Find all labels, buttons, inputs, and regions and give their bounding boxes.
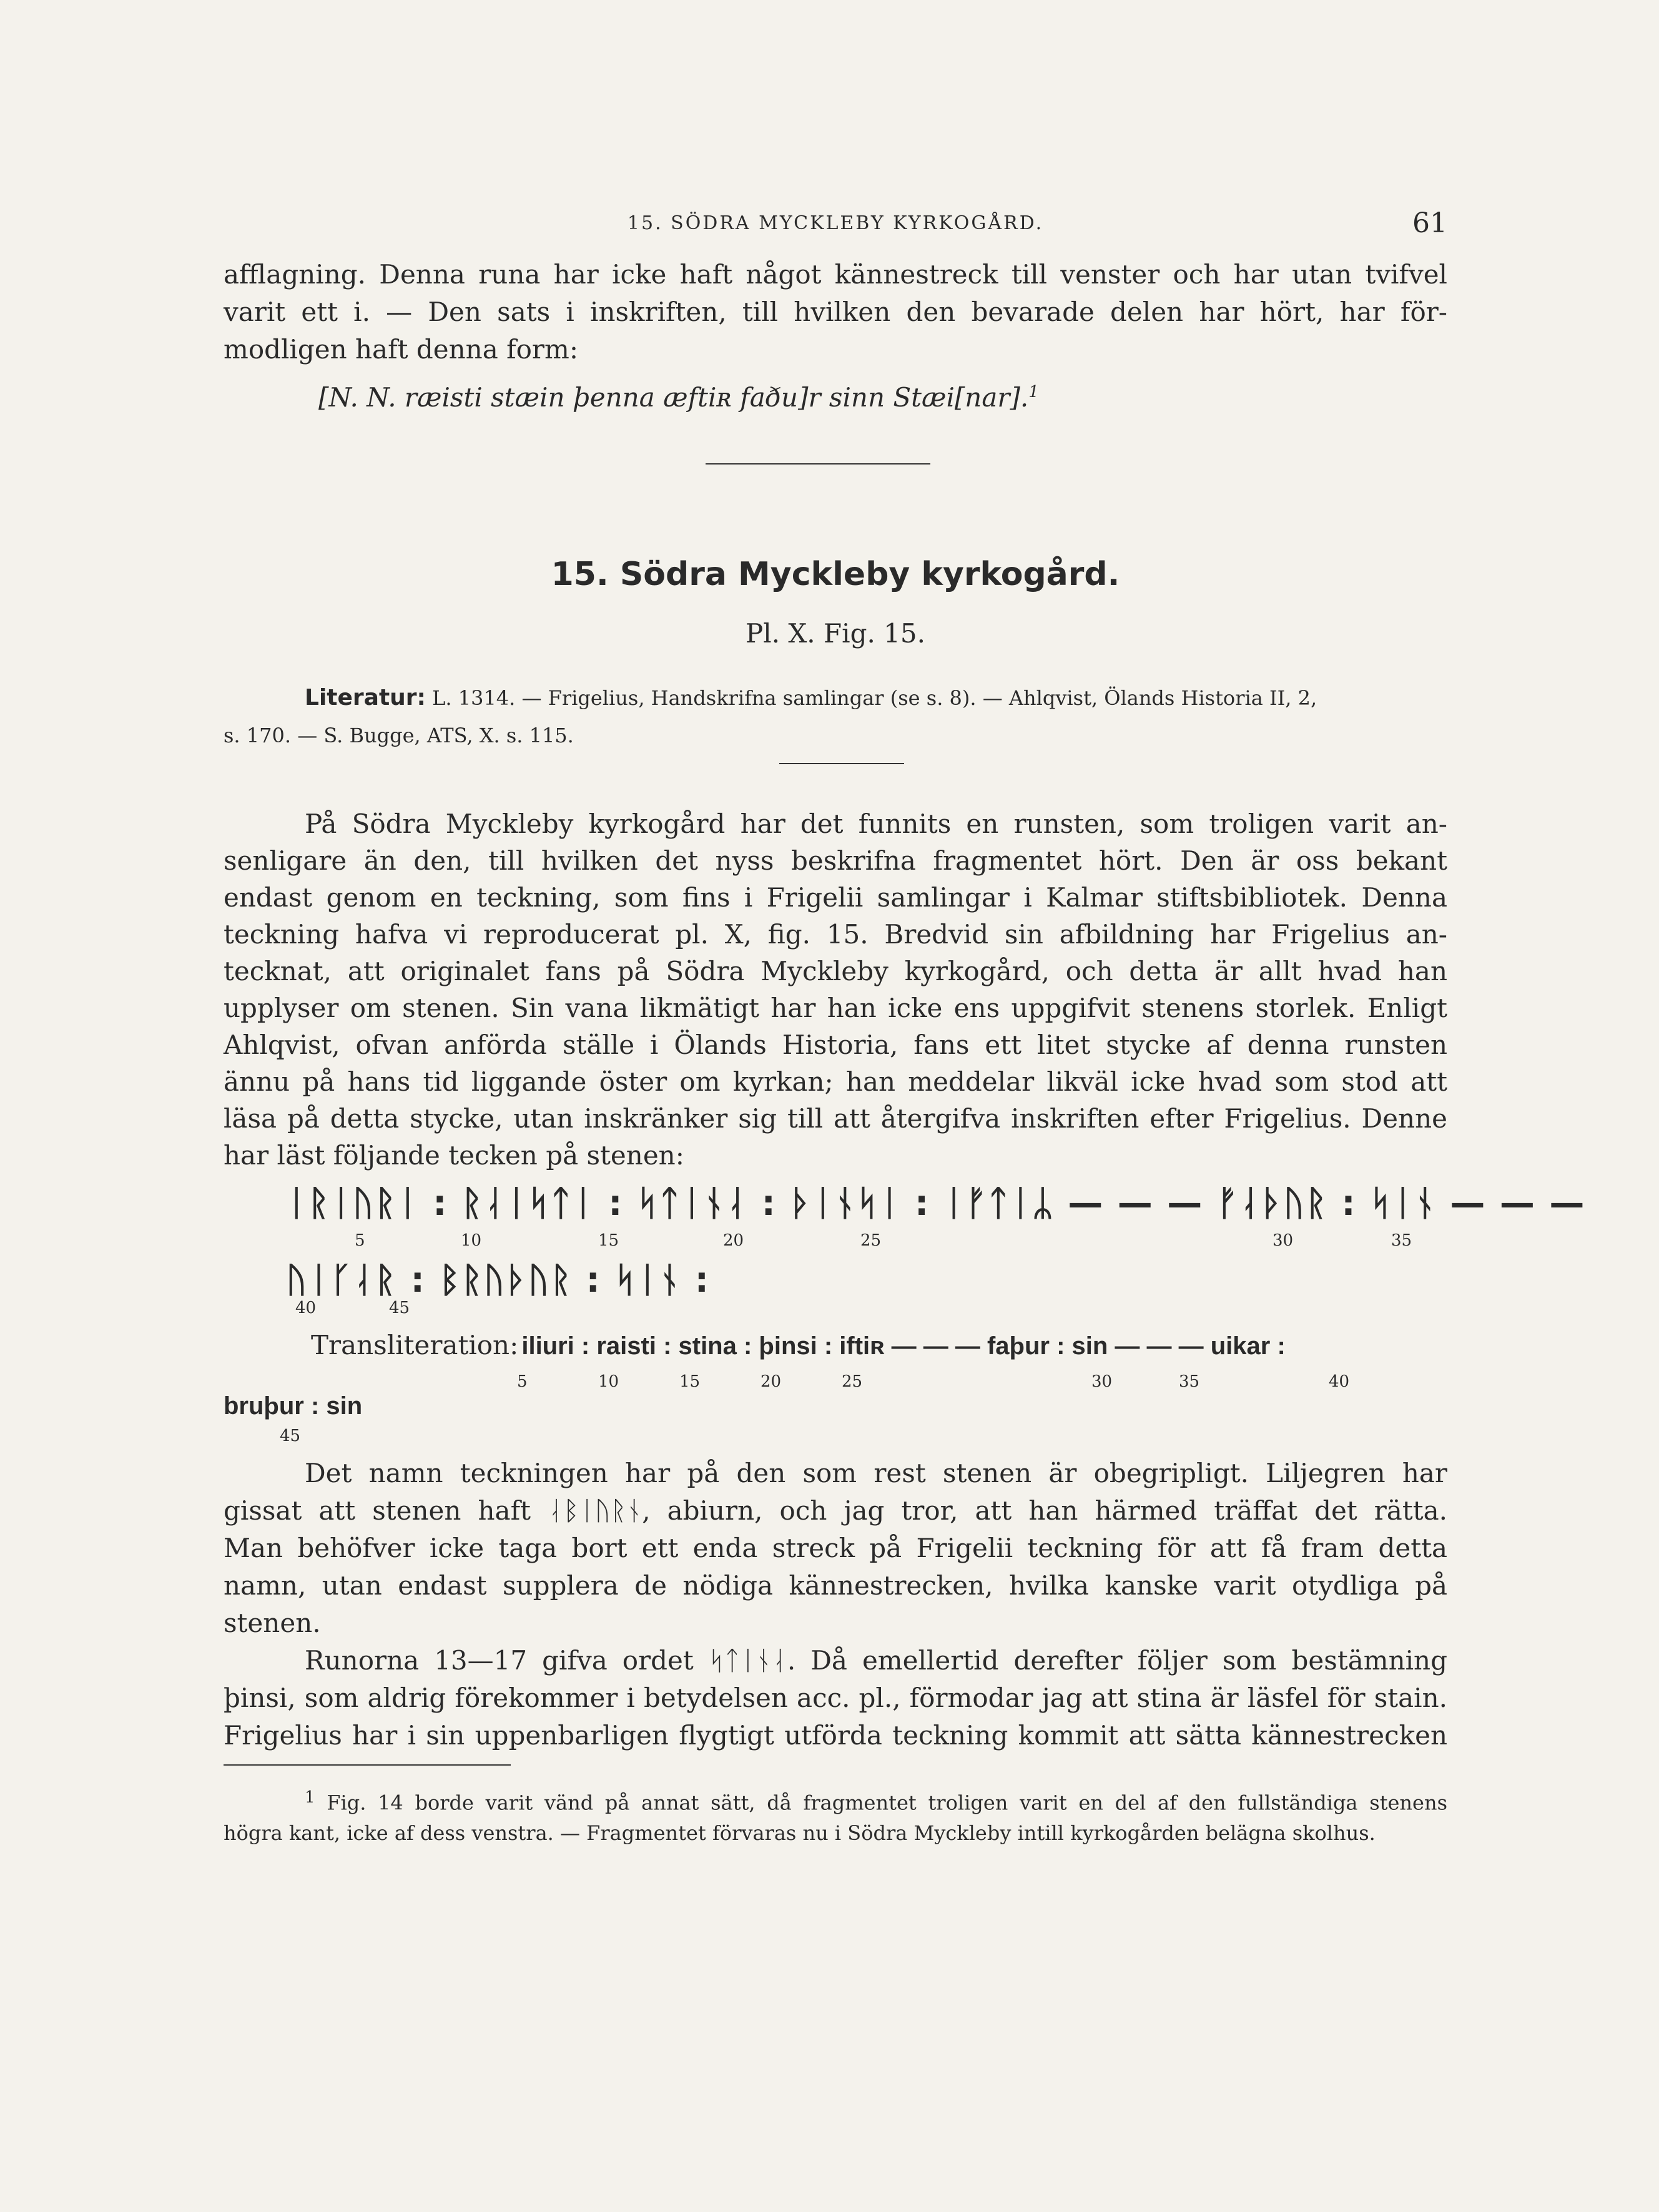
literature-label: Literatur: [305,685,426,710]
rune-number: 15 [598,1231,619,1250]
translit-number: 35 [1179,1372,1200,1391]
rune-number: 10 [461,1231,482,1250]
body-paragraph-3 [224,1642,1447,1754]
body-line: gissat att stenen haft ᛆᛒᛁᚢᚱᚾ, abiurn, och jag tror, att han härmed träffat det rätta. [224,1495,1447,1526]
rune-number: 45 [389,1299,410,1317]
running-head [224,207,1447,245]
footnote-line-2: högra kant, icke af dess venstra. — Fragmentet förvaras nu i Södra Myckleby intill kyrkogården belägna skolhus. [224,1821,1376,1845]
literature-divider [779,763,904,764]
body-line: tecknat, att originalet fans på Södra Myckleby kyrkogård, och detta är allt hvad han [224,956,1447,986]
transliteration-number-45: 45 [280,1427,301,1445]
reconstruction-line [318,373,1380,416]
footnote-marker: 1 [305,1788,315,1807]
rune-number: 40 [295,1299,317,1317]
rune-number: 25 [860,1231,882,1250]
reconstruction-text: [N. N. ræisti stæin þenna æftiʀ faðu]r sinn Stæi[nar]. [318,382,1029,413]
intro-line: modligen haft denna form: [224,334,578,365]
footnote-divider [224,1764,511,1766]
section-divider [706,463,930,465]
body-line: har läst följande tecken på stenen: [224,1140,684,1171]
transliteration-line-2: bruþur : sin [224,1392,363,1420]
rune-number: 20 [723,1231,744,1250]
running-head-title: 15. SÖDRA MYCKLEBY KYRKOGÅRD. [627,212,1044,234]
page-number: 61 [1412,207,1447,239]
literature-line-2: s. 170. — S. Bugge, ATS, X. s. 115. [224,724,574,747]
translit-number: 10 [598,1372,619,1391]
rune-row-2: ᚢᛁᚴᛆᚱ : ᛒᚱᚢᚦᚢᚱ : ᛋᛁᚾ : [286,1260,711,1300]
transliteration [311,1330,1460,1360]
rune-row-1: ᛁᚱᛁᚢᚱᛁ : ᚱᛆᛁᛋᛏᛁ : ᛋᛏᛁᚾᛆ : ᚦᛁᚾᛋᛁ : ᛁᚠᛏᛁᛦ — — — ᚠᛆᚦᚢᚱ : ᛋᛁᚾ — — — [286,1183,1586,1224]
footnote [224,1782,1447,1848]
intro-paragraph [224,256,1447,368]
body-line: endast genom en teckning, som fins i Frigelii samlingar i Kalmar stiftsbibliotek. Denna [224,882,1447,913]
rune-number: 35 [1391,1231,1412,1250]
translit-number: 15 [679,1372,701,1391]
plate-reference: Pl. X. Fig. 15. [746,618,925,649]
body-line: senligare än den, till hvilken det nyss beskrifna fragmentet hört. Den är oss bekant [224,845,1447,876]
body-paragraph-2 [224,1455,1447,1642]
body-line: Det namn teckningen har på den som rest stenen är obegripligt. Liljegren har [305,1458,1447,1488]
translit-number: 40 [1329,1372,1350,1391]
body-line: Man behöfver icke taga bort ett enda streck på Frigelii teckning för att få fram detta [224,1533,1447,1563]
intro-line: afflagning. Denna runa har icke haft något kännestreck till venster och har utan tvifvel [224,259,1447,290]
footnote-ref: 1 [1028,383,1039,401]
intro-line: varit ett i. — Den sats i inskriften, till hvilken den bevarade delen har hört, har för- [224,297,1447,327]
literature [305,681,1447,715]
body-line: upplyser om stenen. Sin vana likmätigt har han icke ens uppgifvit stenens storlek. Enligt [224,993,1447,1023]
body-line: þinsi, som aldrig förekommer i betydelsen acc. pl., förmodar jag att stina är läsfel för stain. [224,1683,1447,1713]
rune-number: 30 [1273,1231,1294,1250]
body-line: stenen. [224,1608,321,1638]
footnote-text-1: Fig. 14 borde varit vänd på annat sätt, då fragmentet troligen varit en del af den fullständiga stenens [327,1791,1448,1815]
body-line: ännu på hans tid liggande öster om kyrkan; han meddelar likväl icke hvad som stod att [224,1066,1447,1097]
section-heading: 15. Södra Myckleby kyrkogård. [551,556,1120,593]
translit-number: 5 [517,1372,528,1391]
body-line: Frigelius har i sin uppenbarligen flygtigt utförda teckning kommit att sätta kännestrecken [224,1720,1447,1751]
translit-number: 30 [1091,1372,1113,1391]
body-line: teckning hafva vi reproducerat pl. X, fig. 15. Bredvid sin afbildning har Frigelius an- [224,919,1447,950]
translit-number: 25 [842,1372,863,1391]
footnote-line [224,1782,1447,1818]
body-line: Ahlqvist, ofvan anförda ställe i Ölands Historia, fans ett litet stycke af denna runsten [224,1030,1447,1060]
rune-number: 5 [355,1231,365,1250]
translit-number: 20 [761,1372,782,1391]
body-line: läsa på detta stycke, utan inskränker sig till att återgifva inskriften efter Frigelius. Denne [224,1103,1447,1134]
transliteration-text: iliuri : raisti : stina : þinsi : iftiʀ — — — faþur : sin — — — uikar : [521,1332,1286,1360]
body-line: Runorna 13—17 gifva ordet ᛋᛏᛁᚾᛆ. Då emellertid derefter följer som bestämning [305,1645,1447,1676]
literature-line-1: L. 1314. — Frigelius, Handskrifna samlingar (se s. 8). — Ahlqvist, Ölands Historia II, 2, [432,686,1317,710]
transliteration-label: Transliteration: [311,1330,519,1360]
body-paragraph-1 [224,805,1447,1174]
body-line: På Södra Myckleby kyrkogård har det funnits en runsten, som troligen varit an- [305,809,1447,839]
body-line: namn, utan endast supplera de nödiga kännestrecken, hvilka kanske varit otydliga på [224,1570,1447,1601]
